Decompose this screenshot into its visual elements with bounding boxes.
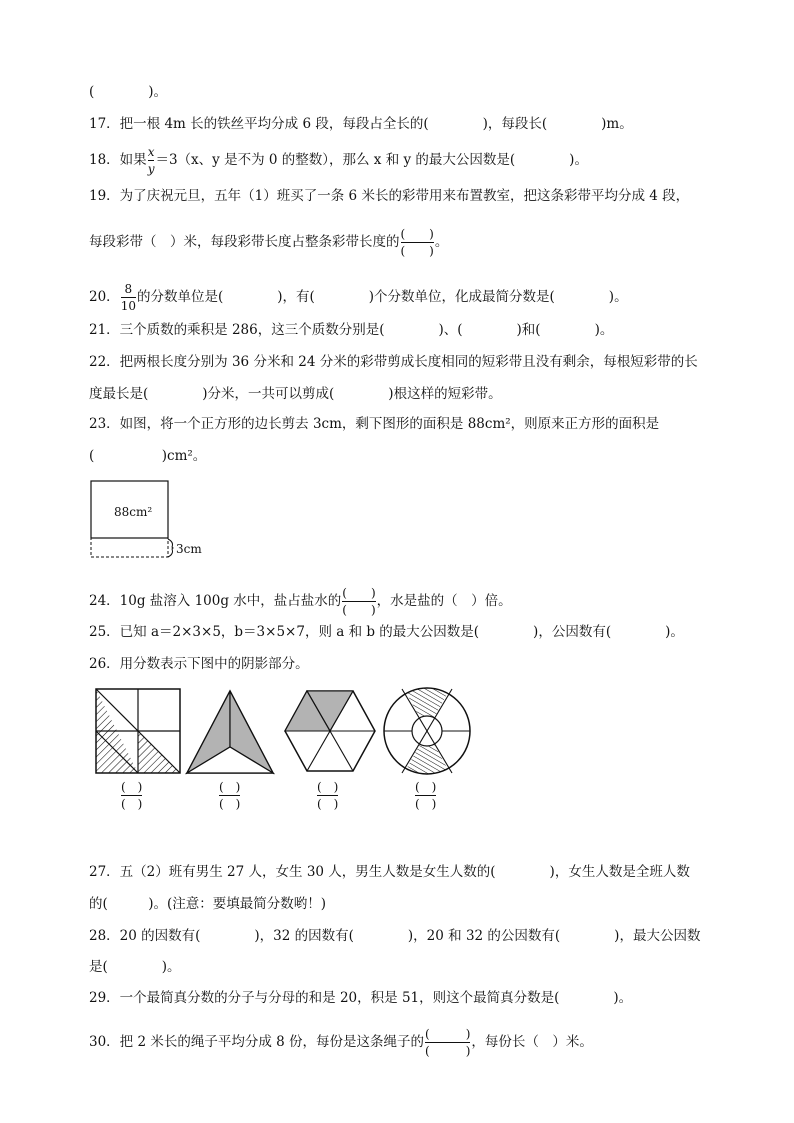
- question-23-line1: 23．如图，将一个正方形的边长剪去 3cm，剩下图形的面积是 88cm²，则原来正方形的面积是: [89, 416, 660, 432]
- q30-denominator: ( ): [425, 1044, 471, 1058]
- q24-numerator: ( ): [342, 586, 376, 600]
- q18-prefix: 18．如果: [89, 152, 147, 168]
- question-30: [89, 1027, 593, 1058]
- fig26-answer-3-num: ( ): [317, 780, 339, 794]
- question-19-line1: 19．为了庆祝元旦，五年（1）班买了一条 6 米长的彩带用来布置教室，把这条彩带平均分成 4 段，: [89, 188, 690, 204]
- question-26: 26．用分数表示下图中的阴影部分。: [89, 656, 309, 672]
- q19-numerator: ( ): [400, 227, 434, 241]
- question-22-line1: 22．把两根长度分别为 36 分米和 24 分米的彩带剪成长度相同的短彩带且没有剩余，每根短彩带的长: [89, 354, 698, 370]
- fig26-answer-2-den: ( ): [219, 797, 241, 811]
- question-28-line1: 28．20 的因数有( )，32 的因数有( )，20 和 32 的公因数有( )，最大公因数: [89, 928, 701, 944]
- question-25: 25．已知 a＝2×3×5，b＝3×5×7，则 a 和 b 的最大公因数是( )，公因数有( )。: [89, 624, 684, 640]
- question-28-line2: 是( )。: [89, 959, 181, 975]
- q20-fraction: [121, 282, 136, 313]
- question-22-line2: 度最长是( )分米，一共可以剪成( )根这样的短彩带。: [89, 386, 502, 402]
- fig23-cut-label: 3cm: [176, 542, 202, 556]
- q19-prefix: 每段彩带（ ）米，每段彩带长度占整条彩带长度的: [89, 234, 400, 250]
- question-27-line2: 的( )。(注意：要填最简分数哟！): [89, 896, 327, 912]
- fig26-answer-2-num: ( ): [219, 780, 241, 794]
- question-24: [89, 586, 512, 617]
- hexagon-figure: [285, 691, 375, 771]
- fig26-answer-4-num: ( ): [415, 780, 437, 794]
- q30-numerator: ( ): [425, 1027, 471, 1041]
- question-27-line1: 27．五（2）班有男生 27 人，女生 30 人，男生人数是女生人数的( )，女生人数是全班人数: [89, 864, 690, 880]
- q24-denominator: ( ): [342, 603, 376, 617]
- question-19-line2: [89, 227, 448, 258]
- square-cut-figure: [88, 478, 228, 560]
- q24-prefix: 24．10g 盐溶入 100g 水中，盐占盐水的: [89, 593, 342, 609]
- q24-fraction: [342, 586, 375, 617]
- q30-suffix: ，每份长（ ）米。: [471, 1034, 593, 1050]
- q20-numerator: 8: [124, 282, 133, 296]
- triangle-figure: [187, 691, 273, 773]
- q20-prefix: 20．: [89, 289, 120, 305]
- q18-numerator: x: [147, 145, 155, 159]
- q18-fraction: [148, 145, 155, 176]
- cut-strip: [91, 538, 168, 557]
- q30-fraction: [425, 1027, 470, 1058]
- q19-fraction: [401, 227, 434, 258]
- fig26-answer-4: [415, 780, 436, 811]
- q18-suffix: ＝3（x、y 是不为 0 的整数），那么 x 和 y 的最大公因数是( )。: [155, 152, 588, 168]
- fig23-area-label: 88cm²: [114, 505, 153, 519]
- fig26-answer-4-den: ( ): [415, 797, 437, 811]
- square-figure: [96, 689, 180, 773]
- fig26-answer-1-num: ( ): [121, 780, 143, 794]
- question-18: [89, 145, 588, 176]
- brace-icon: [168, 539, 173, 557]
- q24-suffix: ，水是盐的（ ）倍。: [376, 593, 512, 609]
- prev-answer-line: ( )。: [89, 84, 168, 100]
- ring-figure: [384, 685, 470, 777]
- q19-suffix: 。: [434, 234, 449, 250]
- q19-denominator: ( ): [400, 244, 434, 258]
- fig26-answer-1-den: ( ): [121, 797, 143, 811]
- question-20: [89, 282, 628, 313]
- fig26-answer-1: [121, 780, 142, 811]
- question-21: 21．三个质数的乘积是 286，这三个质数分别是( )、( )和( )。: [89, 322, 614, 338]
- question-17: 17．把一根 4m 长的铁丝平均分成 6 段，每段占全长的( )，每段长( )m。: [89, 116, 633, 132]
- fig26-answer-3: [317, 780, 338, 811]
- q20-denominator: 10: [120, 299, 136, 313]
- shading-figures: [90, 685, 480, 780]
- q18-denominator: y: [147, 162, 155, 176]
- fig26-answer-3-den: ( ): [317, 797, 339, 811]
- fig26-answer-2: [219, 780, 240, 811]
- question-29: 29．一个最简真分数的分子与分母的和是 20，积是 51，则这个最简真分数是( )。: [89, 990, 633, 1006]
- q20-suffix: 的分数单位是( )，有( )个分数单位，化成最简分数是( )。: [136, 289, 628, 305]
- question-23-line2: ( )cm²。: [89, 448, 207, 464]
- q30-prefix: 30．把 2 米长的绳子平均分成 8 份，每份是这条绳子的: [89, 1034, 425, 1050]
